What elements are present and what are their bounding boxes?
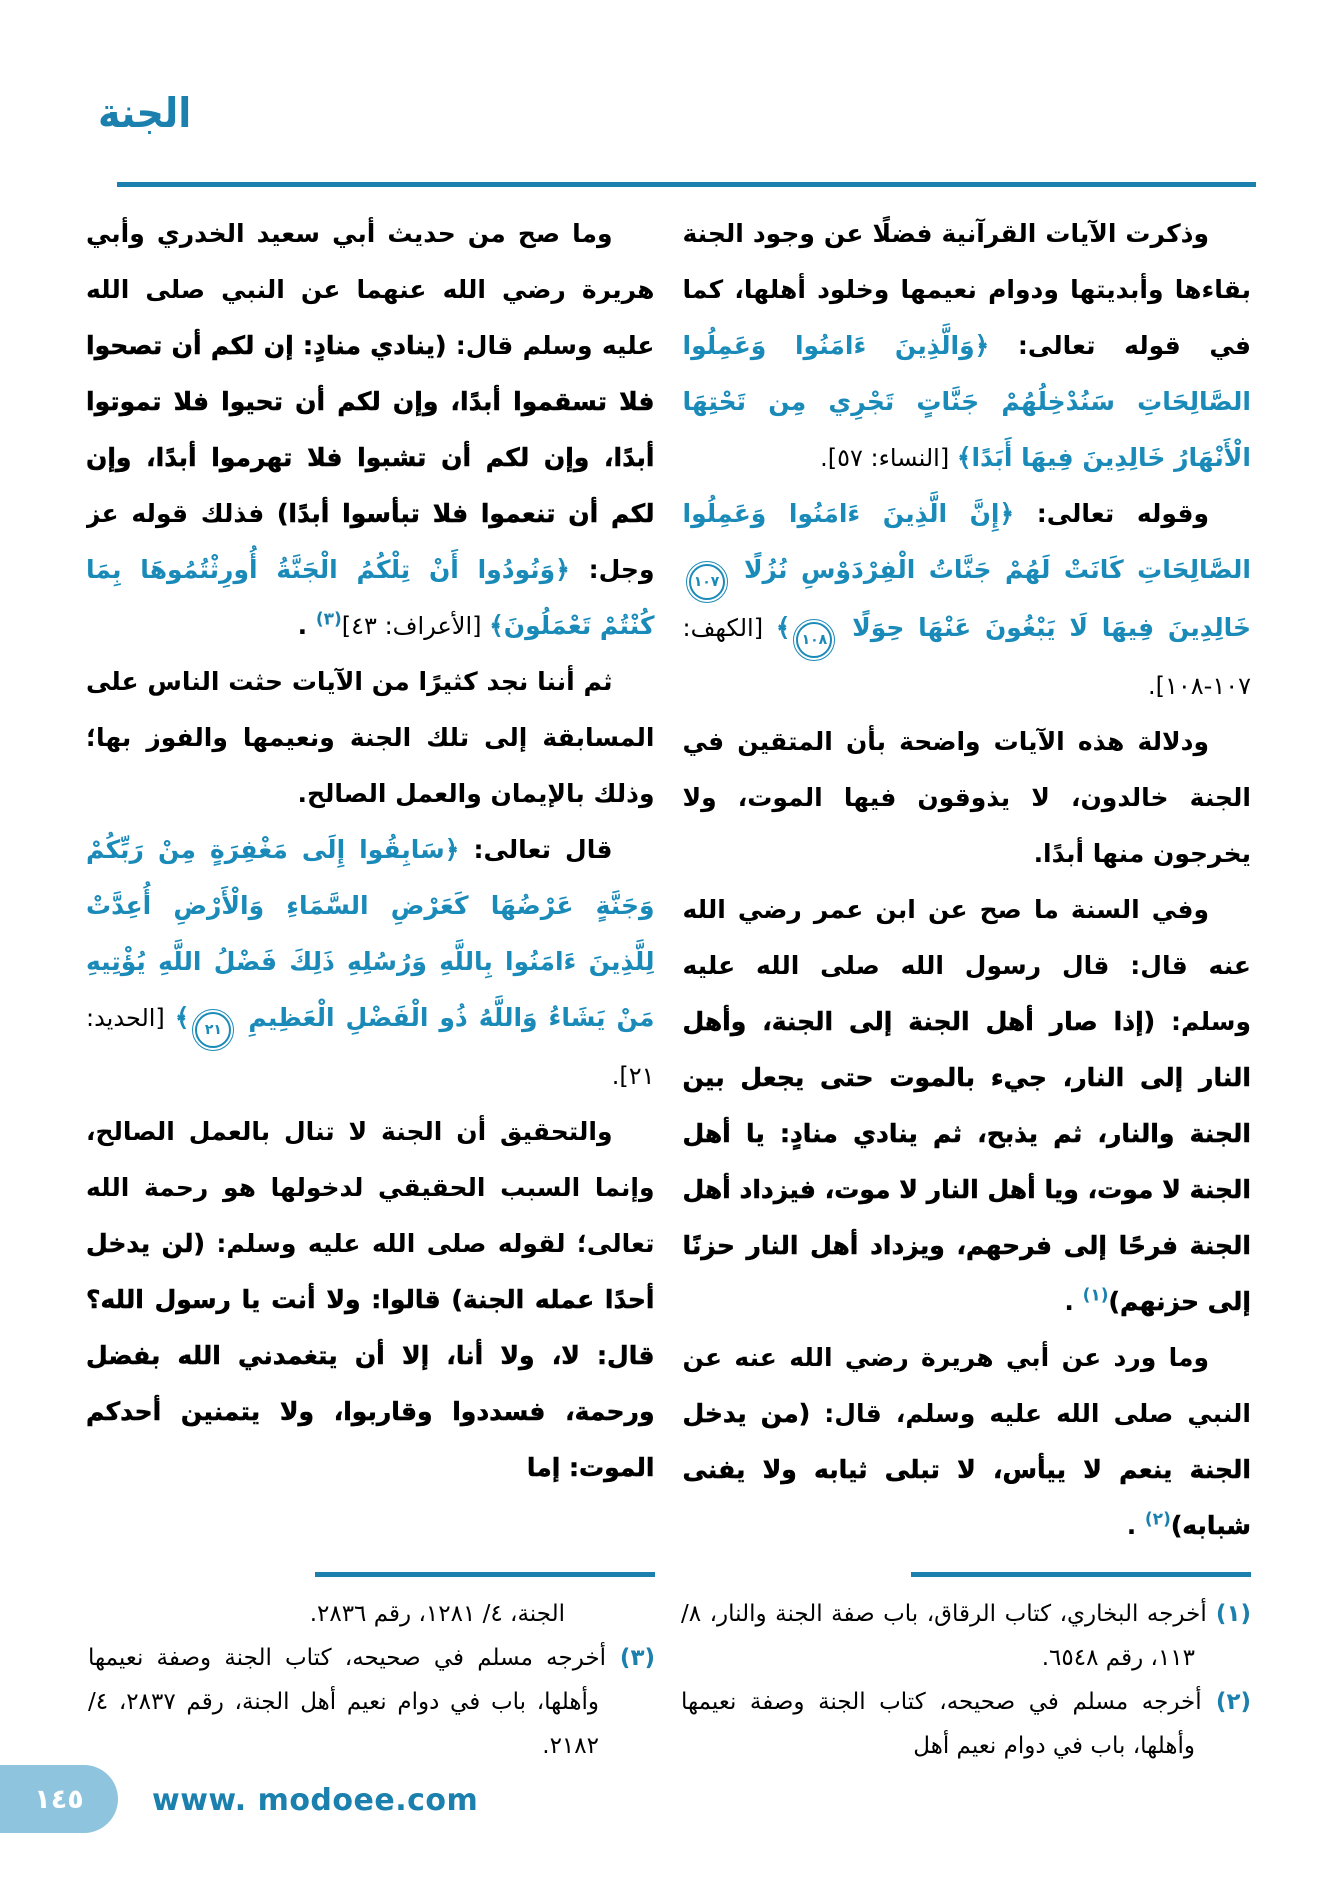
column-right <box>683 206 1252 1562</box>
body-text: قال تعالى: <box>459 835 613 864</box>
quran-verse: ﴿وَالَّذِينَ ءَامَنُوا وَعَمِلُوا الصَّالِحَاتِ سَنُدْخِلُهُمْ جَنَّاتٍ تَجْرِي مِن تَحْتِهَا الْأَنْهَارُ خَالِدِينَ فِيهَا أَبَدًا﴾ <box>682 331 1251 472</box>
verse-citation: [الحديد: ٢١]. <box>86 1004 655 1090</box>
hadith-text: (إذا صار أهل الجنة إلى الجنة، وأهل النار إلى النار، جيء بالموت حتى يجعل بين الجنة والنار، ثم يذبح، ثم ينادي منادٍ: يا أهل الجنة لا موت، ويا أهل النار لا موت، فيزداد أهل الجنة فرحًا إلى فرحهم، ويزداد أهل النار حزنًا إلى حزنهم) <box>682 1007 1251 1316</box>
footnote <box>681 1680 1251 1768</box>
hadith-text: (ينادي منادٍ: إن لكم أن تصحوا فلا تسقموا أبدًا، وإن لكم أن تحيوا فلا تموتوا أبدًا، وإن لكم أن تشبوا فلا تهرموا أبدًا، وإن لكم أن تنعموا فلا تبأسوا أبدًا) <box>86 331 655 528</box>
quran-verse: خَالِدِينَ فِيهَا لَا يَبْغُونَ عَنْهَا حِوَلًا <box>838 613 1251 642</box>
body-text: ودلالة هذه الآيات واضحة بأن المتقين في الجنة خالدون، لا يذوقون فيها الموت، ولا يخرجون منها أبدًا. <box>682 727 1251 868</box>
body-text: وذكرت الآيات القرآنية فضلًا عن وجود الجنة بقاءها وأبديتها ودوام نعيمها وخلود أهلها، كما في قوله تعالى: <box>682 219 1251 360</box>
body-text: . <box>297 611 316 640</box>
footnote-separator-right <box>911 1572 1251 1577</box>
ayah-number: ١٠٨ <box>796 622 832 658</box>
quran-verse: ﴾ <box>174 1003 190 1032</box>
paragraph <box>86 1104 655 1496</box>
verse-citation: [النساء: ٥٧]. <box>820 444 957 472</box>
verse-citation: [الكهف: ١٠٧-١٠٨]. <box>682 614 1251 700</box>
column-body <box>86 206 655 1562</box>
body-text: فذلك قوله عز وجل: <box>86 499 655 584</box>
footnote-text: أخرجه مسلم في صحيحه، كتاب الجنة وصفة نعيمها وأهلها، باب في دوام نعيم أهل <box>681 1689 1202 1759</box>
body-text: والتحقيق أن الجنة لا تنال بالعمل الصالح، وإنما السبب الحقيقي لدخولها هو رحمة الله تعالى؛ لقوله صلى الله عليه وسلم: <box>86 1117 655 1258</box>
hadith-text: (لن يدخل أحدًا عمله الجنة) قالوا: ولا أنت يا رسول الله؟ قال: لا، ولا أنا، إلا أن يتغمدني الله بفضل ورحمة، فسددوا وقاربوا، ولا يتمنين أحدكم الموت: إما <box>86 1229 655 1482</box>
footnote-marker: (١) <box>1206 1601 1251 1627</box>
footnote-text: أخرجه البخاري، كتاب الرقاق، باب صفة الجنة والنار، ٨/ ١١٣، رقم ٦٥٤٨. <box>681 1601 1207 1671</box>
publisher-url: www. modoee.com <box>152 1783 479 1818</box>
footnotes-right <box>681 1592 1251 1768</box>
body-text: وقوله تعالى: <box>1014 499 1209 528</box>
body-text: ثم أننا نجد كثيرًا من الآيات حثت الناس على المسابقة إلى تلك الجنة ونعيمها والفوز بها؛ وذلك بالإيمان والعمل الصالح. <box>86 667 655 808</box>
footnote-ref: (١) <box>1082 1285 1109 1306</box>
footnote-marker: (٣) <box>606 1645 655 1671</box>
body-text: وفي السنة ما صح عن ابن عمر رضي الله عنه قال: قال رسول الله صلى الله عليه وسلم: <box>682 895 1251 1036</box>
paragraph <box>683 882 1252 1330</box>
footnote-separator-left <box>315 1572 655 1577</box>
page-number: ١٤٥ <box>34 1783 84 1815</box>
footnote-ref: (٣) <box>315 609 342 630</box>
body-text: وما ورد عن أبي هريرة رضي الله عنه عن النبي صلى الله عليه وسلم، قال: <box>682 1343 1251 1428</box>
body-text: وما صح من حديث أبي سعيد الخدري وأبي هريرة رضي الله عنهما عن النبي صلى الله عليه وسلم قال: <box>86 219 655 360</box>
footnote-ref: (٢) <box>1144 1509 1171 1530</box>
footnote <box>681 1592 1251 1680</box>
page-number-badge <box>0 1765 118 1833</box>
column-body <box>683 206 1252 1562</box>
footnotes-left <box>88 1592 655 1768</box>
verse-citation: [الأعراف: ٤٣] <box>341 612 490 640</box>
body-text: . <box>1064 1287 1083 1316</box>
footnote <box>88 1592 655 1636</box>
hadith-text: (من يدخل الجنة ينعم لا ييأس، لا تبلى ثيابه ولا يفنى شبابه) <box>682 1399 1251 1540</box>
body-text: . <box>1126 1511 1145 1540</box>
paragraph <box>86 206 655 654</box>
ayah-number: ٢١ <box>195 1012 231 1048</box>
paragraph <box>683 714 1252 882</box>
paragraph <box>683 1330 1252 1554</box>
ayah-number: ١٠٧ <box>689 564 725 600</box>
paragraph <box>683 206 1252 486</box>
quran-verse: ﴿سَابِقُوا إِلَى مَغْفِرَةٍ مِنْ رَبِّكُمْ وَجَنَّةٍ عَرْضُهَا كَعَرْضِ السَّمَاءِ وَالْأَرْضِ أُعِدَّتْ لِلَّذِينَ ءَامَنُوا بِاللَّهِ وَرُسُلِهِ ذَلِكَ فَضْلُ اللَّهِ يُؤْتِيهِ مَنْ يَشَاءُ وَاللَّهُ ذُو الْفَضْلِ الْعَظِيمِ <box>86 835 655 1032</box>
quran-verse: ﴿إِنَّ الَّذِينَ ءَامَنُوا وَعَمِلُوا الصَّالِحَاتِ كَانَتْ لَهُمْ جَنَّاتُ الْفِرْدَوْسِ نُزُلًا <box>682 499 1251 584</box>
footnote <box>88 1636 655 1768</box>
paragraph <box>86 822 655 1104</box>
footnote-text: أخرجه مسلم في صحيحه، كتاب الجنة وصفة نعيمها وأهلها، باب في دوام نعيم أهل الجنة، رقم ٢٨٣٧، ٤/ ٢١٨٢. <box>88 1645 607 1759</box>
paragraph <box>683 486 1252 714</box>
paragraph <box>86 654 655 822</box>
quran-verse: ﴿وَنُودُوا أَنْ تِلْكُمُ الْجَنَّةُ أُورِثْتُمُوهَا بِمَا كُنْتُمْ تَعْمَلُونَ﴾ <box>86 555 655 640</box>
footnote-text: الجنة، ٤/ ١٢٨١، رقم ٢٨٣٦. <box>309 1601 565 1627</box>
header-rule <box>117 182 1256 187</box>
footnote-marker: (٢) <box>1201 1689 1251 1715</box>
column-left <box>86 206 655 1562</box>
quran-verse: ﴾ <box>775 613 791 642</box>
text-columns <box>86 206 1251 1562</box>
page-title: الجنة <box>98 89 192 137</box>
